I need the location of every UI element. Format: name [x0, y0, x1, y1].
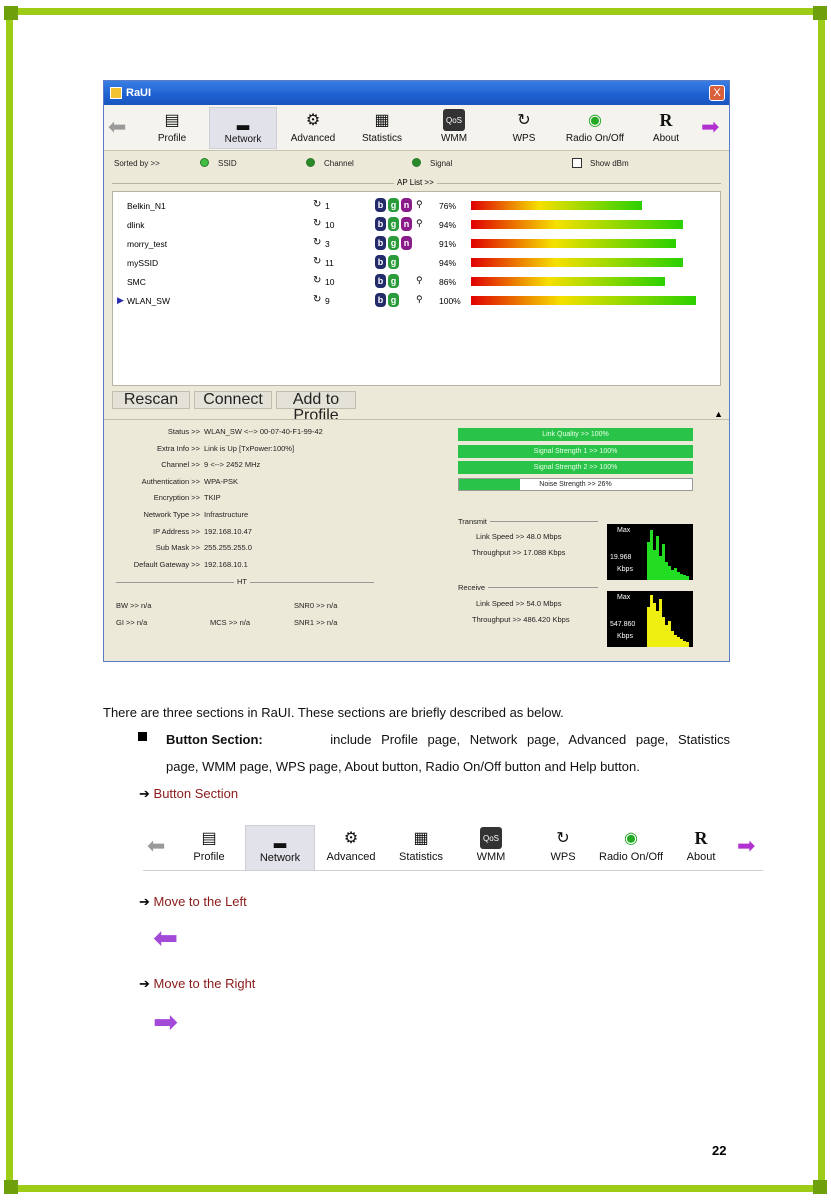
mode-n-icon: n: [401, 217, 412, 231]
graph-bar: [686, 576, 689, 580]
ap-list-item[interactable]: [113, 291, 720, 310]
channel-icon: ↻: [313, 275, 322, 286]
wps-icon: ↻: [517, 112, 531, 129]
ap-channel: 9: [325, 296, 330, 306]
lock-icon: ⚲: [416, 275, 423, 285]
calculator-icon: ▦: [413, 830, 429, 847]
lock-icon: ⚲: [416, 294, 423, 304]
toolbar-profile[interactable]: [187, 825, 231, 867]
move-right-arrow-icon[interactable]: ➡: [701, 114, 720, 139]
status-value: 192.168.10.47: [204, 526, 252, 536]
status-label: Default Gateway >>: [133, 559, 200, 569]
frame-left: [6, 18, 13, 1182]
mode-b-icon: b: [375, 198, 386, 212]
ap-signal-percent: 94%: [439, 258, 457, 268]
ap-signal-percent: 100%: [439, 296, 461, 306]
noise-strength-label: Noise Strength >> 26%: [539, 481, 612, 488]
noise-strength-bar: [458, 478, 693, 491]
ap-channel: 3: [325, 239, 330, 249]
sort-label: Sorted by >>: [114, 159, 160, 168]
toolbar-about[interactable]: [679, 825, 723, 867]
bullet-line-2: page, WMM page, WPS page, About button, Radio On/Off button and Help button.: [166, 759, 640, 774]
mode-g-icon: g: [388, 255, 399, 269]
frame-corner: [4, 6, 18, 20]
receive-link-speed: Link Speed >> 54.0 Mbps: [476, 599, 562, 608]
mode-g-icon: g: [388, 217, 399, 231]
toolbar-label: Radio On/Off: [565, 133, 625, 144]
arrow-heading-button-section: [139, 786, 238, 802]
sort-signal-label: Signal: [430, 159, 453, 168]
intro-paragraph: There are three sections in RaUI. These sections are briefly described as below.: [103, 705, 564, 720]
sort-ssid-label: SSID: [218, 159, 237, 168]
status-label: IP Address >>: [153, 526, 200, 536]
ap-list-label: AP List >>: [394, 178, 437, 187]
ap-list-item[interactable]: [113, 253, 720, 272]
ap-signal-bar: [471, 296, 696, 305]
ap-signal-bar: [471, 239, 676, 248]
toolbar-label: WPS: [550, 851, 576, 863]
add-to-profile-button[interactable]: Add to Profile: [276, 391, 356, 409]
arrow-label: Button Section: [153, 786, 239, 801]
toolbar-advanced[interactable]: [284, 107, 342, 149]
wps-icon: ↻: [556, 830, 570, 847]
mode-g-icon: g: [388, 236, 399, 250]
toolbar-radio[interactable]: [556, 107, 634, 149]
quality-bar: Link Quality >> 100%: [458, 428, 693, 441]
transmit-title: Transmit: [458, 517, 490, 526]
sort-row: [104, 157, 729, 171]
ap-ssid: morry_test: [127, 239, 168, 249]
frame-corner: [4, 1180, 18, 1194]
channel-icon: ↻: [313, 294, 322, 305]
ap-channel: 10: [325, 220, 335, 230]
toolbar-label: WPS: [512, 133, 536, 144]
arrow-icon: ➔: [139, 894, 150, 909]
snr1-value: SNR1 >> n/a: [294, 618, 338, 627]
quality-bar: Signal Strength 1 >> 100%: [458, 445, 693, 458]
lock-icon: ⚲: [416, 218, 423, 228]
toolbar-about[interactable]: [644, 107, 688, 149]
toolbar-label: WMM: [476, 851, 506, 863]
ap-signal-percent: 76%: [439, 201, 457, 211]
bullet-line-1: [166, 732, 730, 747]
toolbar-label: Statistics: [361, 133, 402, 144]
ap-list-item[interactable]: [113, 196, 720, 215]
frame-top: [16, 8, 816, 15]
ap-signal-bar: [471, 277, 665, 286]
document-icon: ▤: [164, 112, 180, 129]
about-icon: R: [659, 109, 673, 130]
selected-pointer-icon: ▶: [117, 295, 124, 305]
bw-value: BW >> n/a: [116, 601, 152, 610]
toolbar-wmm[interactable]: [434, 107, 474, 149]
radio-icon: ◉: [624, 830, 638, 847]
status-value: Link is Up [TxPower:100%]: [204, 443, 295, 453]
graph-unit: Kbps: [617, 633, 633, 640]
status-label: Status >>: [167, 427, 200, 436]
status-label: Sub Mask >>: [155, 543, 200, 553]
ap-signal-bar: [471, 258, 683, 267]
page-number: 22: [712, 1143, 727, 1158]
mode-g-icon: g: [388, 274, 399, 288]
status-info: [104, 427, 454, 587]
transmit-link-speed: Link Speed >> 48.0 Mbps: [476, 532, 562, 541]
mode-n-icon: n: [401, 198, 412, 212]
section-divider: [104, 419, 729, 420]
button-section: [104, 105, 729, 151]
rescan-button[interactable]: Rescan: [112, 391, 190, 409]
frame-corner: [813, 1180, 827, 1194]
gi-value: GI >> n/a: [116, 618, 148, 627]
graph-max-label: Max: [617, 594, 631, 601]
title-bar: [104, 81, 729, 105]
toolbar-label: WMM: [440, 133, 468, 144]
mode-g-icon: g: [388, 198, 399, 212]
status-value: Infrastructure: [204, 510, 249, 519]
arrow-icon: ➔: [139, 786, 150, 801]
status-value: 192.168.10.1: [204, 559, 248, 569]
toolbar-label: Profile: [193, 851, 225, 863]
collapse-arrow-icon[interactable]: ▲: [714, 409, 723, 419]
channel-icon: ↻: [313, 218, 322, 229]
status-value: WPA-PSK: [204, 476, 239, 486]
toolbar-wps[interactable]: [504, 107, 544, 149]
ap-list-item[interactable]: [113, 234, 720, 253]
mode-b-icon: b: [375, 293, 386, 307]
graph-bar: [686, 642, 689, 647]
frame-bottom: [16, 1185, 816, 1192]
move-left-arrow-icon[interactable]: ⬅: [108, 114, 127, 139]
sort-channel-label: Channel: [324, 159, 354, 168]
toolbar-label: Network: [224, 134, 262, 145]
status-label: Authentication >>: [141, 476, 200, 486]
ap-ssid: SMC: [127, 277, 146, 287]
status-value: TKIP: [204, 493, 221, 503]
move-right-arrow-icon[interactable]: ➡: [737, 833, 756, 858]
graph-value: 19.968: [610, 554, 632, 561]
move-left-arrow-icon[interactable]: ⬅: [147, 833, 166, 858]
sort-channel-radio[interactable]: [306, 158, 315, 167]
ap-channel: 10: [325, 277, 335, 287]
graph-unit: Kbps: [617, 566, 633, 573]
button-section-figure: [143, 823, 763, 871]
toolbar-radio[interactable]: [593, 825, 669, 867]
document-icon: ▤: [201, 830, 217, 847]
arrow-icon: ➔: [139, 976, 150, 991]
toolbar-wmm[interactable]: [471, 825, 511, 867]
status-value: 255.255.255.0: [204, 543, 252, 553]
app-icon: [110, 87, 122, 99]
status-value: WLAN_SW <--> 00-07-40-F1-99-42: [204, 427, 323, 436]
ap-signal-bar: [471, 201, 642, 210]
ap-list-item[interactable]: [113, 272, 720, 291]
mode-b-icon: b: [375, 255, 386, 269]
bullet-square-icon: [138, 732, 147, 741]
channel-icon: ↻: [313, 237, 322, 248]
window-title: RaUI: [126, 87, 152, 99]
gears-icon: ⚙: [343, 830, 359, 847]
status-label: Encryption >>: [153, 493, 200, 503]
graph-max-label: Max: [617, 527, 631, 534]
toolbar-label: Statistics: [398, 851, 443, 863]
arrow-label: Move to the Left: [153, 894, 247, 909]
toolbar-advanced[interactable]: [321, 825, 381, 867]
mode-n-icon: n: [401, 236, 412, 250]
receive-graph: [607, 591, 693, 647]
ap-channel: 1: [325, 201, 330, 211]
ap-signal-percent: 86%: [439, 277, 457, 287]
show-dbm-label: Show dBm: [590, 159, 629, 168]
arrow-label: Move to the Right: [153, 976, 256, 991]
receive-throughput: Throughput >> 486.420 Kbps: [472, 615, 570, 624]
mode-b-icon: b: [375, 274, 386, 288]
status-label: Network Type >>: [143, 510, 200, 519]
close-button[interactable]: X: [709, 85, 725, 101]
toolbar-statistics[interactable]: [393, 825, 449, 867]
toolbar-label: Advanced: [326, 851, 376, 863]
ap-ssid: WLAN_SW: [127, 296, 170, 306]
about-icon: R: [694, 827, 708, 848]
frame-right: [818, 18, 825, 1182]
bullet-text: include Profile page, Network page, Advanced page, Statistics: [330, 732, 730, 747]
router-icon: ▂: [273, 831, 287, 848]
transmit-graph: [607, 524, 693, 580]
toolbar-statistics[interactable]: [354, 107, 410, 149]
snr0-value: SNR0 >> n/a: [294, 601, 338, 610]
channel-icon: ↻: [313, 199, 322, 210]
channel-icon: ↻: [313, 256, 322, 267]
toolbar-network[interactable]: [245, 825, 315, 871]
lock-icon: ⚲: [416, 199, 423, 209]
connect-button[interactable]: Connect: [194, 391, 272, 409]
mode-g-icon: g: [388, 293, 399, 307]
status-label: Extra Info >>: [157, 443, 200, 453]
quality-bar: Signal Strength 2 >> 100%: [458, 461, 693, 474]
arrow-heading-move-right: [139, 976, 255, 992]
toolbar-label: Radio On/Off: [599, 851, 663, 863]
transmit-throughput: Throughput >> 17.088 Kbps: [472, 548, 566, 557]
ap-ssid: dlink: [127, 220, 145, 230]
graph-value: 547.860: [610, 621, 636, 628]
ap-list[interactable]: [112, 191, 721, 386]
ap-signal-bar: [471, 220, 683, 229]
status-label: Channel >>: [161, 460, 200, 470]
gears-icon: ⚙: [305, 112, 321, 129]
mode-b-icon: b: [375, 217, 386, 231]
ap-ssid: mySSID: [127, 258, 159, 268]
ap-signal-percent: 91%: [439, 239, 457, 249]
toolbar-label: Network: [259, 852, 301, 864]
show-dbm-checkbox[interactable]: [572, 158, 582, 168]
qos-icon: QoS: [480, 827, 502, 849]
arrow-heading-move-left: [139, 894, 247, 910]
raui-window: [103, 80, 730, 662]
move-right-arrow-icon: ➡: [153, 1006, 179, 1039]
sort-signal-radio[interactable]: [412, 158, 421, 167]
frame-corner: [813, 6, 827, 20]
toolbar-label: About: [686, 851, 716, 863]
router-icon: ▂: [236, 113, 250, 130]
status-value: 9 <--> 2452 MHz: [204, 460, 261, 470]
ht-label: HT: [234, 577, 250, 586]
toolbar-profile[interactable]: [146, 107, 198, 149]
toolbar-label: Advanced: [290, 133, 336, 144]
calculator-icon: ▦: [374, 112, 390, 129]
move-left-arrow-icon: ⬅: [153, 922, 179, 955]
ap-ssid: Belkin_N1: [127, 201, 166, 211]
toolbar-network[interactable]: [209, 107, 277, 149]
sort-ssid-radio[interactable]: [200, 158, 209, 167]
toolbar-label: Profile: [157, 133, 187, 144]
ap-list-item[interactable]: [113, 215, 720, 234]
ap-signal-percent: 94%: [439, 220, 457, 230]
qos-icon: QoS: [443, 109, 465, 131]
toolbar-label: About: [652, 133, 680, 144]
bullet-heading: Button Section:: [166, 732, 263, 747]
toolbar-wps[interactable]: [543, 825, 583, 867]
mcs-value: MCS >> n/a: [210, 618, 251, 627]
receive-title: Receive: [458, 583, 488, 592]
ap-channel: 11: [325, 258, 334, 268]
mode-b-icon: b: [375, 236, 386, 250]
radio-icon: ◉: [588, 112, 602, 129]
